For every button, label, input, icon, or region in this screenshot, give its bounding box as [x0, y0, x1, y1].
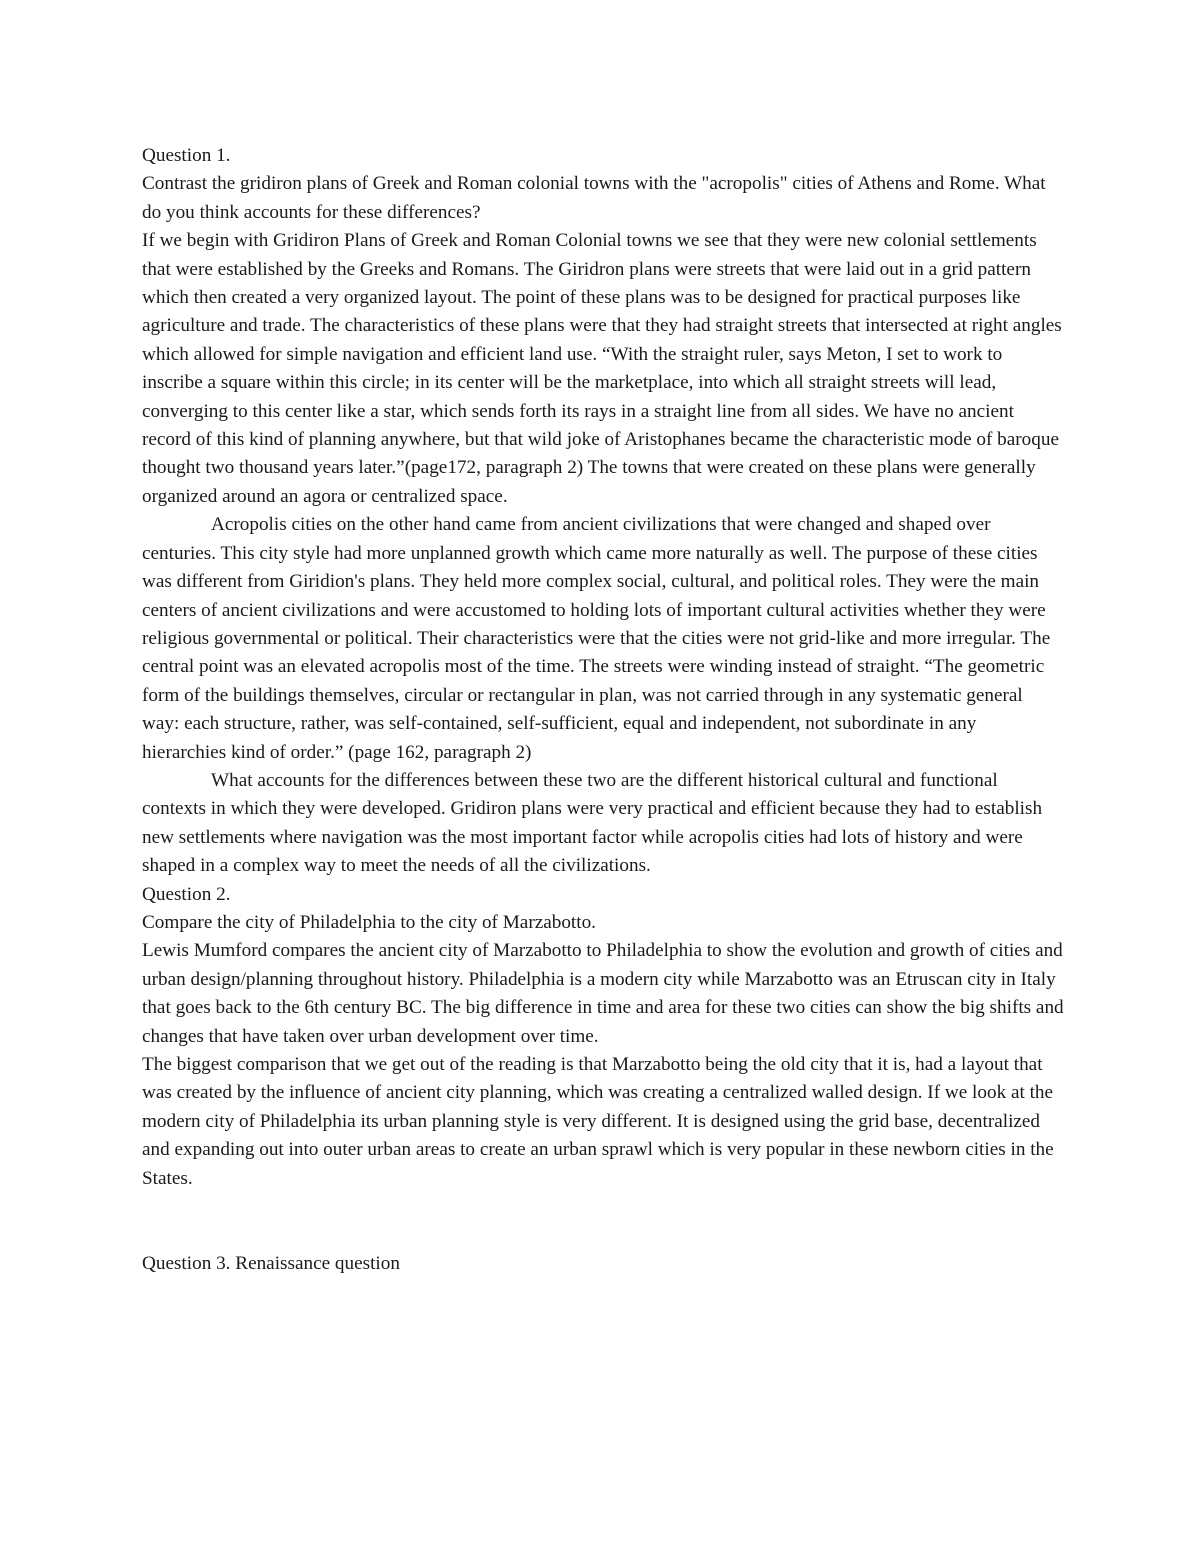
question-1-heading: Question 1. [142, 145, 231, 166]
question-1-prompt: Contrast the gridiron plans of Greek and Roman colonial towns with the "acropolis" cities of Athens and Rome. What do you think accounts for these differences? [142, 173, 1046, 223]
question-1-answer-paragraph: If we begin with Gridiron Plans of Greek and Roman Colonial towns we see that they were new colonial settlements that were established by the Greeks and Romans. The Giridron plans were streets that were laid out in a grid pattern which then created a very organized layout. The point of these plans was to be designed for practical purposes like agriculture and trade. The characteristics of these plans were that they had straight streets that intersected at right angles which allowed for simple navigation and efficient land use. “With the straight ruler, says Meton, I set to work to inscribe a square within this circle; in its center will be the marketplace, into which all straight streets will lead, converging to this center like a star, which sends forth its rays in a straight line from all sides. We have no ancient record of this kind of planning anywhere, but that wild joke of Aristophanes became the characteristic mode of baroque thought two thousand years later.”(page172, paragraph 2) The towns that were created on these plans were generally organized around an agora or centralized space. [142, 230, 1062, 507]
question-3-heading: Question 3. Renaissance question [142, 1252, 400, 1274]
question-1-answer-paragraph: What accounts for the differences between these two are the different historical cultural and functional contexts in which they were developed. Gridiron plans were very practical and efficient because they had to establish new settlements where navigation was the most important factor while acropolis cities had lots of history and were shaped in a complex way to meet the needs of all the civilizations. [142, 769, 1043, 877]
question-2-answer-paragraph: The biggest comparison that we get out of the reading is that Marzabotto being the old city that it is, had a layout that was created by the influence of ancient city planning, which was creating a centralized walled design. If we look at the modern city of Philadelphia its urban planning style is very different. It is designed using the grid base, decentralized and expanding out into outer urban areas to create an urban sprawl which is very popular in these newborn cities in the States. [142, 1054, 1054, 1189]
question-2-answer-paragraph: Lewis Mumford compares the ancient city of Marzabotto to Philadelphia to show the evolution and growth of cities and urban design/planning throughout history. Philadelphia is a modern city while Marzabotto was an Etruscan city in Italy that goes back to the 6th century BC. The big difference in time and area for these two cities can show the big shifts and changes that have taken over urban development over time. [142, 940, 1064, 1047]
document-body [142, 142, 1064, 1278]
blank-lines [142, 1193, 1064, 1250]
question-1-answer-paragraph: Acropolis cities on the other hand came from ancient civilizations that were changed and shaped over centuries. This city style had more unplanned growth which came more naturally as well. The purpose of these cities was different from Giridion's plans. They held more complex social, cultural, and political roles. They were the main centers of ancient civilizations and were accustomed to holding lots of important cultural activities whether they were religious governmental or political. Their characteristics were that the cities were not grid-like and more irregular. The central point was an elevated acropolis most of the time. The streets were winding instead of straight. “The geometric form of the buildings themselves, circular or rectangular in plan, was not carried through in any systematic general way: each structure, rather, was self-contained, self-sufficient, equal and independent, not subordinate in any hierarchies kind of order.” (page 162, paragraph 2) [142, 514, 1051, 763]
question-2-prompt: Compare the city of Philadelphia to the city of Marzabotto. [142, 911, 596, 933]
question-2-heading: Question 2. [142, 883, 231, 905]
